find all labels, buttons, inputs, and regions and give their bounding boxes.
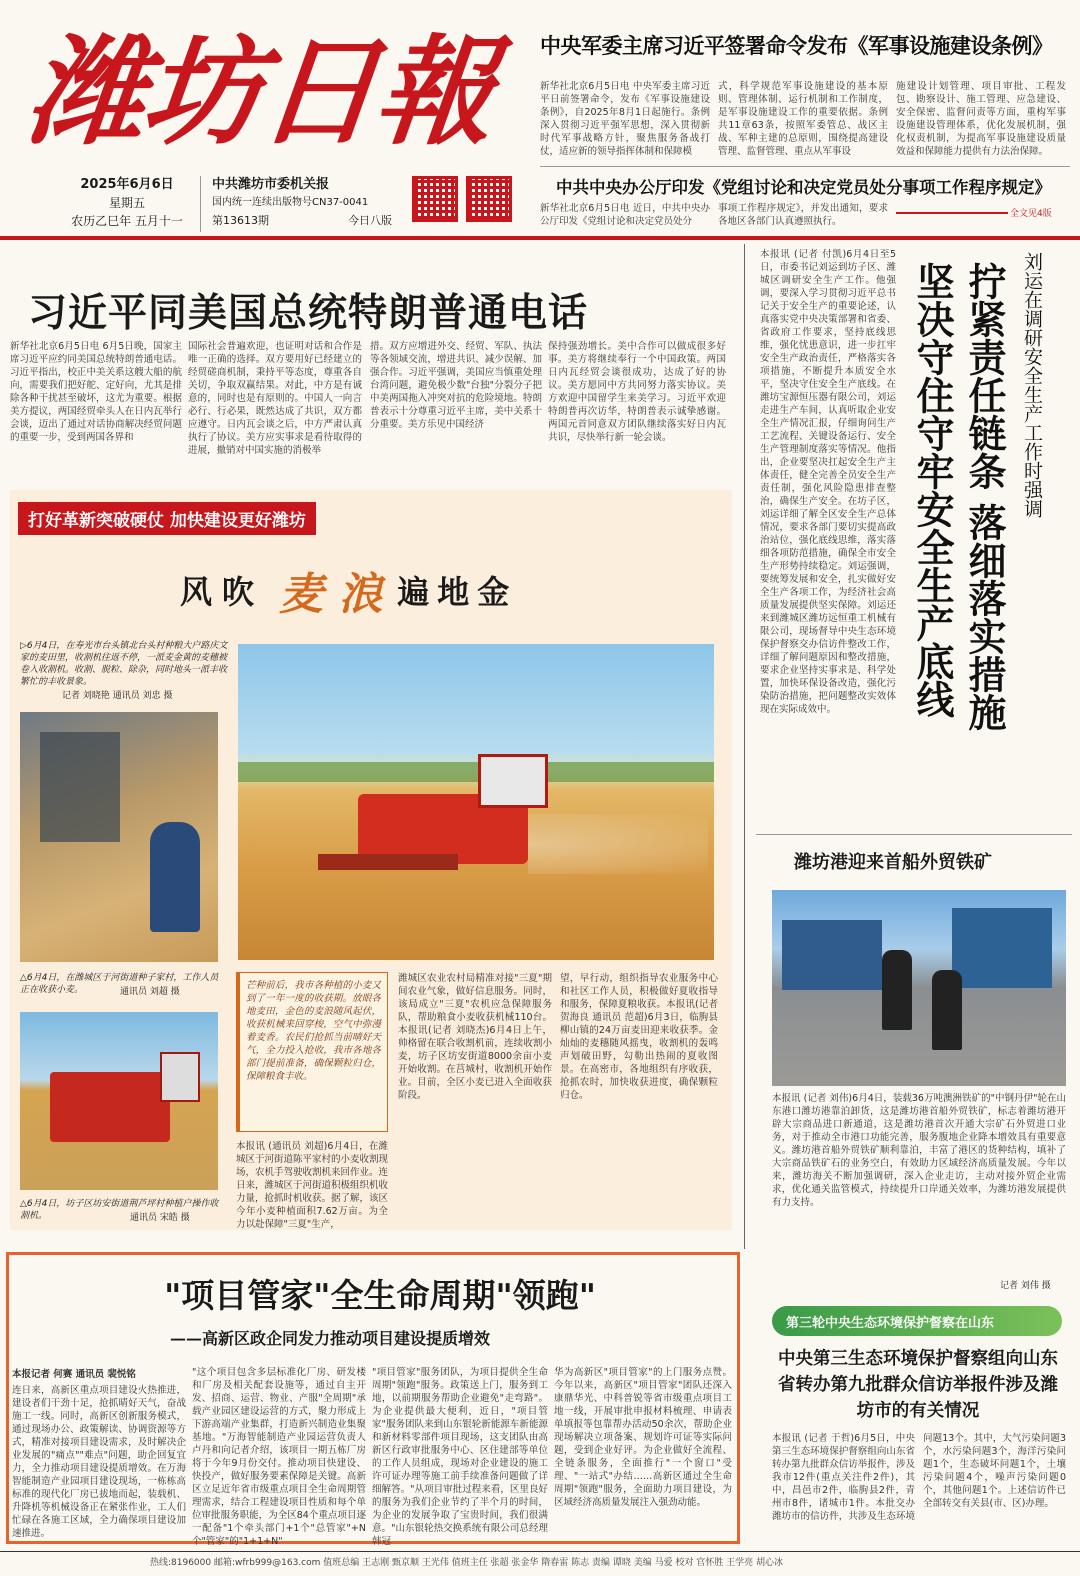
port-credit: 记者 刘伟 摄 [1000,1281,1051,1291]
harvest-title-d: 遍地金 [397,573,518,611]
safety-headline-b[interactable]: 坚决守住守牢安全生产底线 [910,262,955,718]
inspection-badge-text: 第三轮中央生态环境保护督察在山东 [786,1315,995,1331]
harvest-col-2: 潍城区农业农村局精准对接"三夏"期间农业气象，做好信息服务。同时，该局成立"三夏"农机应急保障服务队，帮助粮食小麦收获机械110台。本报讯(记者 刘晓杰)6月4日上午，帅格留在联合收割机前，连续收割小麦，坊子区坊安街道8000余亩小麦开始收割。在莒城村，收割机开始作业。目前，全区小麦已进入全面收获阶段。 [398,973,552,1101]
project-subhead: ——高新区政企同发力推动项目建设提质增效 [170,1329,491,1348]
masthead-logo [20,22,528,167]
lead-col-1: 新华社北京6月5日电 6月5日晚，国家主席习近平应约同美国总统特朗普通电话。习近平指出，校正中美关系这艘大船的航向，需要我们把好舵、定好向，尤其是排除各种干扰甚至破坏，这尤为重要。根据美方提议，两国经贸牵头人在日内瓦举行会谈，迈出了通过对话协商解决经贸问题的重要一步，受到两国各界和 [10,341,182,443]
qr-code-icon [412,176,458,222]
top-story-2-col-2: 事项工作程序规定》，并发出通知，要求各地区各部门认真遵照执行。 [718,203,888,227]
masthead-cn: 国内统一连续出版物号CN37-0041 [212,197,369,208]
masthead-organ: 中共潍坊市委机关报 [212,177,330,192]
harvest-top-caption: ▷6月4日，在寿光市台头镇北台头村种粮大户路庆文家的麦田里，收割机往返不停，一派麦金黄的麦穗被卷入收割机。收割、脱粒、除杂，同时地头一派丰收繁忙的丰收景象。 [20,641,228,687]
lead-col-4: 保持强劲增长。美中合作可以做成很多好事。美方将继续奉行一个中国政策。两国日内瓦经贸会谈很成功，达成了好的协议。美方愿同中方共同努力落实协议。美方欢迎中国留学生来美学习。习近平欢迎特朗普再次访华，特朗普表示诚挚感谢。两国元首同意双方团队继续落实好日内瓦共识，尽快举行新一轮会谈。 [548,341,726,443]
harvest-title [180,558,600,622]
harvest-banner: 打好革新突破硬仗 加快建设更好潍坊 [18,502,316,535]
masthead-weekday: 星期五 [108,196,145,210]
top-story-1-col-2: 式，科学规范军事设施建设的基本原则、管理体制、运行机制和工作制度，是军事设施建设工作的重要依据。条例共11章63条，按照军委管总、战区主战、军种主建的总原则，围绕提高建设管理、监督管理、重点从军事设 [718,81,888,157]
inspection-headline[interactable]: 中央第三生态环境保护督察组向山东省转办第九批群众信访举报件涉及潍坊市的有关情况 [778,1349,1058,1421]
harvest-left-credit: 通讯员 刘超 摄 [120,987,180,997]
masthead-lunar: 农历乙巳年 五月十一 [71,214,183,228]
masthead-issue: 第13613期 [212,214,269,227]
grain-unloading-photo [20,712,218,962]
project-headline[interactable]: "项目管家"全生命周期"领跑" [164,1276,596,1315]
inspection-badge [772,1306,1062,1336]
top-story-2-col-1: 新华社北京6月5日电 近日，中共中央办公厅印发《党组讨论和决定党员处分 [540,203,710,227]
harvest-field-photo [20,1012,218,1190]
masthead-date: 2025年6月6日 [80,177,174,192]
masthead-date-block [62,176,192,230]
port-body: 本报讯 (记者 刘伟)6月4日，装载36万吨澳洲铁矿的"中钢丹伊"轮在山东港口潍坊港靠泊卸货，这是潍坊港首船外贸铁矿，标志着潍坊港开辟大宗商品进口新通道，这是潍坊港首次开通大宗矿石外贸进口业务，对于推动全市港口功能完善，服务腹地企业降本增效具有重要意义。潍坊港首船外贸铁矿顺利靠泊，丰富了港区的货种结构，填补了大宗商品铁矿石的业务空白，有效助力区域经济高质量发展。今年以来，潍坊海关不断加强调研，深入企业走访，主动对接外贸企业需求，优化通关监管模式，持续提升口岸通关效率，为潍坊港发展提供有力支持。 [772,1093,1066,1208]
top-story-headline-1[interactable]: 中央军委主席习近平签署命令发布《军事设施建设条例》 [540,33,1053,58]
qr-code-icon [466,176,512,222]
inspection-body-left: 本报讯 (记者 于哲)6月5日，中央第三生态环境保护督察组向山东省转办第九批群众信访举报件，涉及我市12件(重点关注件2件)，其中，昌邑市2件，临朐县2件，青州市8件，诸城市1件。本批交办潍坊市的信访件，共涉及生态环境问题13个。其中，大气污染问题3个，水污染问题3个，海洋污染问题1个，生态破坏问题1个，土壤污染问题4个，噪声污染问题0个，其他问题1个。上述信访件已全部转交有关县(市、区)办理。 [772,1433,1066,1522]
combine-harvester-photo [238,644,714,960]
safety-body-top: 本报讯 (记者 付凯)6月4日至5日，市委书记刘运到坊子区、潍城区调研安全生产工作。他强调，要深入学习贯彻习近平总书记关于安全生产的重要论述，认真落实党中央决策部署和省委、省政府工作要求，坚持底线思维，强化忧患意识，进一步扛牢安全生产政治责任，严格落实各项措施，不断提升本质安全水平，坚决守住安全生产底线。在潍坊宝源恒压器有限公司，刘运走进生产车间，认真听取企业安全生产情况汇报，仔细询问生产工艺流程、关键设备运行、安全生产管理制度落实等情况。他指出，企业要坚决扛起安全生产主体责任，健全完善全员安全生产责任制，强化风险隐患排查整治，确保生产安全。在坊子区，刘运详细了解全区安全生产总体情况，要求各部门要切实提高政治站位，强化底线思维，落实落细各项防范措施，确保全市安全生产形势持续稳定。刘运强调，要统筹发展和安全，扎实做好安全生产各项工作，为经济社会高质量发展提供坚实保障。刘运还来到潍城区潍坊远恒重工机械有限公司，现场督导中央生态环境保护督察交办信访件整改工作，详细了解问题原因和整改措施，要求企业坚持实事求是、科学处置，加快环保设备改造，强化污染防治措施，把问题整改实效体现在实际成效中。 [760,249,896,715]
harvest-title-a: 风吹 [180,573,265,611]
project-col-1: 连日来，高新区重点项目建设火热推进，建设者们干劲十足，抢抓晴好天气，奋战施工一线。同时，高新区创新服务模式，通过现场办公、政策解读、协调资源等方式，精准对接项目建设需求，及时解决企业发展的"痛点""难点"问题，助企回复宜力，全力推动项目建设提质增效。在万海智能制造产业园项目建设现场，一栋栋高标准的现代化厂房已拔地而起，装载机、升降机等机械设备正在紧张作业，工人们忙碌在各施工区域，全力确保项目建设加速推进。 [12,1385,186,1539]
lead-headline[interactable]: 习近平同美国总统特朗普通电话 [28,290,589,336]
project-col-3: "项目管家"服务团队，为项目提供全生命周期"领跑"服务。政策送上门，服务到工地，以前期服务帮助企业避免"走弯路"。为企业提供最大便利，近日，"项目管家"服务团队来到山东银轮新能源车新能源和新材料零部件项目现场，这支团队由高新区行政审批服务中心、区住建部等单位的工作人员组成，现场对企业建设的施工许可证办理等施工前手续准备问题做了详细解答。"从项目审批过程来看，区里良好的服务为我们企业节约了半个月的时间，为企业的发展争取了宝贵时间，我们很满意。"山东银轮热交换系统有限公司总经理韩冠 [372,1367,548,1547]
masthead-logo-text: 潍坊日報 [20,22,500,161]
masthead-pages: 今日八版 [348,214,392,227]
port-ore-photo [772,890,1066,1086]
safety-kicker: 刘运在调研安全生产工作时强调 [1021,252,1043,518]
harvest-lead-text: 芒种前后，我市各种植的小麦又到了一年一度的收获期。放眼各地麦田，金色的麦浪随风起伏，收获机械来回穿梭，空气中弥漫着麦香。农民们抢抓当前晴好天气，全力投入抢收，我市各地各部门提前准备，确保颗粒归仓，保障粮食丰收。 [246,980,381,1082]
lead-col-3: 措。双方应增进外交、经贸、军队、执法等各领域交流，增进共识、减少误解、加强合作。习近平强调，美国应当慎重处理台湾问题，避免极少数"台独"分裂分子把中美两国拖入冲突对抗的危险境地。特朗普表示十分尊重习近平主席，美中关系十分重要。美方乐见中国经济 [370,341,542,430]
safety-headline-a[interactable]: 拧紧责任链条 落细落实措施 [962,262,1007,732]
harvest-title-c: 浪 [338,569,383,620]
harvest-top-credit: 记者 刘晓艳 通讯员 刘忠 摄 [62,691,173,701]
lead-col-2: 国际社会普遍欢迎，也证明对话和合作是唯一正确的选择。双方要用好已经建立的经贸磋商机制，秉持平等态度，尊重各自关切，争取双赢结果。对此，中方是有诚意的，同时也是有原则的。中国人一向言必行、行必果，既然达成了共识，双方都应遵守。日内瓦会谈之后，中方严肃认真执行了协议。美方应实事求是看待取得的进展，撤销对中国实施的消极举 [188,341,362,456]
harvest-title-b: 麦 [279,569,324,620]
harvest-bottom-caption: △6月4日，坊子区坊安街道荆芦坪村种植户操作收割机。 [20,1199,219,1221]
top-story-1-col-1: 新华社北京6月5日电 中央军委主席习近平日前签署命令，发布《军事设施建设条例》，自2025年8月1日起施行。条例深入贯彻习近平强军思想，深入贯彻新时代军事战略方针，聚焦服务备战打仗，适应新的领导指挥体制和保障模 [540,81,710,157]
masthead-info-block [212,176,392,230]
project-byline: 本报记者 何赛 通讯员 裴悦铭 [12,1369,136,1380]
port-headline[interactable]: 潍坊港迎来首船外贸铁矿 [794,852,992,873]
top-story-1-col-3: 施建设计划管理、项目审批、工程发包、勘察设计、施工管理、应急建设、安全保密、监督问责等方面，重构军事设施建设管理体系，优化发展机制，强化权责机制，为提高军事设施建设质量效益和保障能力提供有力法治保障。 [896,81,1066,157]
harvest-col-1: 本报讯 (通讯员 刘超)6月4日，在潍城区于河街道陈平家村的小麦收割现场，农机手驾驶收割机来回作业。连日来，潍城区于河街道积极组织机收力量，抢抓时机收获。据了解，该区今年小麦种植面积7.62万亩。为全力以赴保障"三夏"生产， [236,1141,389,1230]
read-more-link[interactable]: 全文见4版 [1010,209,1052,219]
footer-credits: 热线:8196000 邮箱:wfrb999@163.com 值班总编 王志刚 甄京顺 王光伟 值班主任 张超 张金华 隋春雷 陈志 责编 谭晓 美编 马爱 校对 官怀胜 王学亮 胡心冰 [150,1558,784,1568]
project-col-2: "这个项目包含多层标准化厂房、研发楼和厂房及相关配套设施等，通过自主开发、招商、运营、物业、产服"全周期"承载产业园区建设运营的方式，聚力形成上下游高端产业集群，打造新兴制造业集聚基地。"万海智能制造产业园运营负责人卢丹和向记者介绍，该项目一期五栋厂房将于今年9月份交付。推动项目快建设、快投产，做好服务要素保障是关键。高新区立足近年省市级重点项目全生命周期管理需求，结合工程建设项目性质和每个单位审批服务职能，为全区84个重点项目逐一配备"1个牵头部门+1个"总管家"+N个"管家"的"1+1+N" [192,1367,366,1547]
harvest-bottom-credit: 通讯员 宋皓 摄 [130,1213,190,1223]
project-col-4: 华为高新区"项目管家"的上门服务点赞。今年以来，高新区"项目管家"团队还深入康鼎华光、中科普锐等省市级重点项目工地一线，开展审批申报材料梳理、申请表单填报等包靠帮办活动50余次，帮助企业现场解决立项备案、规划许可证等实际问题，受到企业好评。为企业做好全流程、全链条服务，全面推行"一个窗口"受理、"一站式"办结……高新区通过全生命周期"领跑"服务，全面助力项目建设，为区域经济高质量发展注入强劲动能。 [554,1367,732,1508]
harvest-lead-box [236,972,388,1132]
harvest-left-caption: △6月4日，在潍城区于河街道种子家村，工作人员正在收获小麦。 [20,973,219,995]
harvest-col-3: 望，早行动，组织指导农业服务中心和社区工作人员，积极做好夏收指导和服务，保障夏粮收获。本报讯(记者 贺海良 通讯员 范超)6月3日，临朐县柳山镇的24万亩麦田迎来收获季。金灿灿的麦穗随风摇曳，收割机的轰鸣声划破田野，勾勒出热闹的夏收图景。在高密市，各地组织有序收获，抢抓农时，加快收获进度，确保颗粒归仓。 [560,973,718,1101]
more-arrow-icon [896,212,1008,214]
top-story-headline-2[interactable]: 中共中央办公厅印发《党组讨论和决定党员处分事项工作程序规定》 [556,178,1051,197]
